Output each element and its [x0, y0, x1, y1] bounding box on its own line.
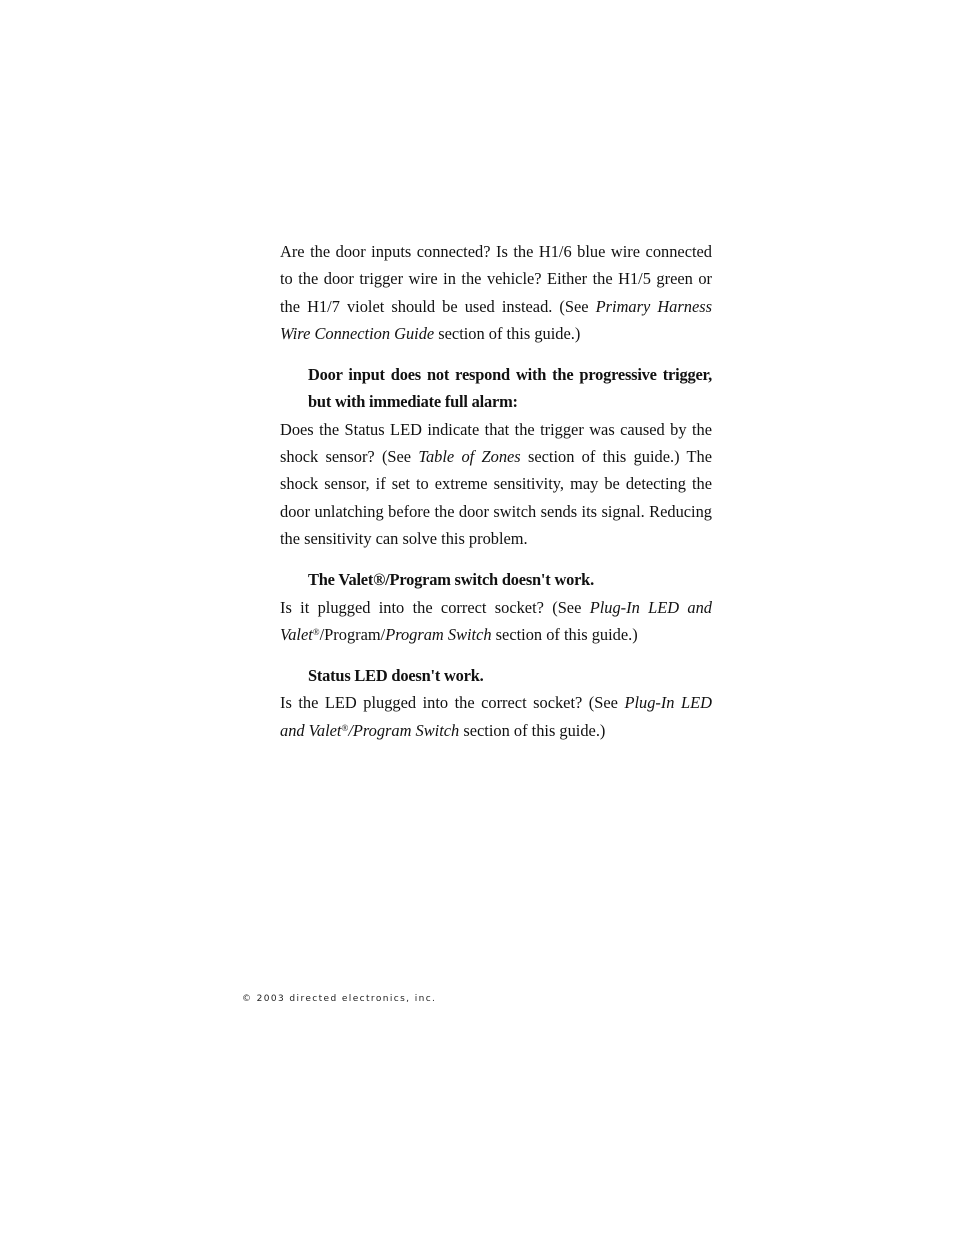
italic-reference: Plug-In LED and Valet: [280, 693, 712, 740]
text-run: section of this guide.): [459, 720, 606, 740]
section-paragraph: [280, 238, 712, 347]
section-paragraph: [280, 416, 712, 552]
italic-reference: Table of Zones: [418, 447, 521, 467]
italic-reference: Plug-In LED and Valet: [280, 597, 712, 644]
text-run: section of this guide.): [434, 323, 581, 343]
text-run: ®: [312, 626, 320, 637]
text-run: section of this guide.): [491, 624, 638, 644]
troubleshooting-content: [280, 238, 712, 744]
text-run: ®: [341, 722, 349, 733]
section-heading: Status LED doesn't work.: [308, 666, 484, 686]
text-run: Are the door inputs connected? Is the H1/6 blue wire connected to the door trigger wire in the vehicle? Either the H1/5 green or the H1/7 violet should be used instead. (See: [280, 242, 712, 316]
text-run: /Program/: [319, 624, 386, 644]
text-run: Is it plugged into the correct socket? (See: [280, 597, 590, 617]
italic-reference: Program Switch: [385, 624, 492, 644]
section-paragraph: [280, 689, 712, 744]
section-heading: The Valet®/Program switch doesn't work.: [308, 570, 594, 590]
italic-reference: /Program Switch: [348, 720, 460, 740]
text-run: Does the Status LED indicate that the trigger was caused by the shock sensor? (See: [280, 419, 712, 467]
section-heading: Door input does not respond with the progressive trigger, but with immediate full alarm:: [308, 365, 712, 412]
copyright-footer: © 2003 directed electronics, inc.: [242, 994, 437, 1004]
italic-reference: Primary Harness Wire Connection Guide: [280, 296, 712, 343]
text-run: Is the LED plugged into the correct socket? (See: [280, 693, 625, 713]
text-run: section of this guide.) The shock sensor, if set to extreme sensitivity, may be detecting the door unlatching before the door switch sends its signal. Reducing the sensitivity can solve this problem.: [280, 447, 713, 548]
section-paragraph: [280, 594, 712, 649]
